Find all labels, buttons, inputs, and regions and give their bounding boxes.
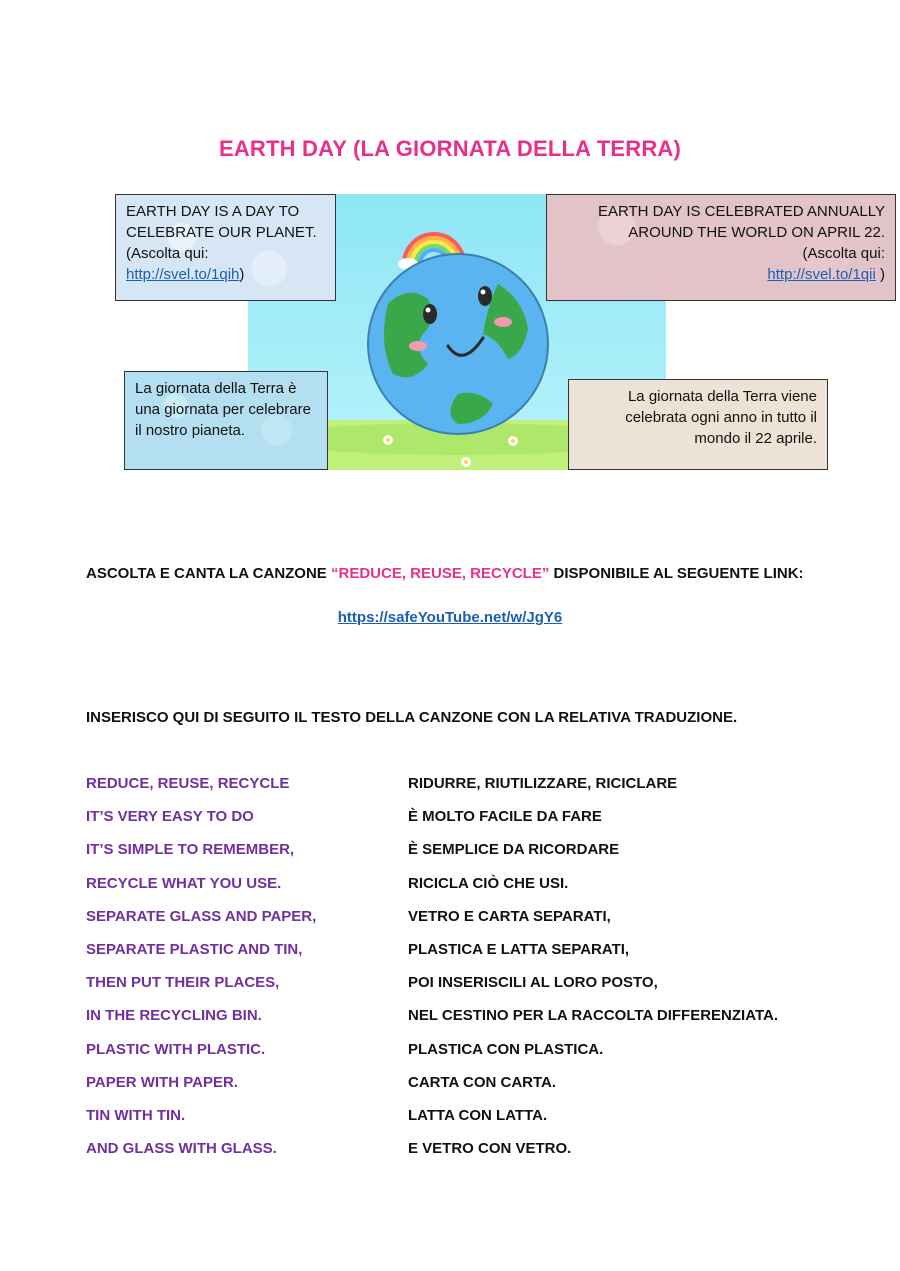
lyric-english: THEN PUT THEIR PLACES,: [86, 974, 280, 992]
lyric-row: [86, 808, 886, 841]
lyric-english: SEPARATE GLASS AND PAPER,: [86, 907, 317, 925]
lyric-italian: È MOLTO FACILE DA FARE: [408, 808, 602, 826]
listen-label: (Ascolta qui:: [802, 245, 885, 262]
lyric-row: [86, 1074, 886, 1107]
info-box-april-22-en: [546, 194, 896, 301]
lyric-row: [86, 841, 886, 874]
lyric-italian: NEL CESTINO PER LA RACCOLTA DIFFERENZIATA.: [408, 1007, 778, 1025]
lyric-english: TIN WITH TIN.: [86, 1106, 186, 1124]
lyric-english: IT’S VERY EASY TO DO: [86, 808, 254, 826]
lyric-italian: PLASTICA CON PLASTICA.: [408, 1040, 604, 1058]
lyric-row: [86, 1140, 886, 1173]
box-text: EARTH DAY IS CELEBRATED ANNUALLY AROUND THE WORLD ON APRIL 22.: [597, 203, 885, 241]
lyric-italian: VETRO E CARTA SEPARATI,: [408, 907, 611, 925]
lyric-row: [86, 1107, 886, 1140]
lyric-row: [86, 1007, 886, 1040]
box-text: La giornata della Terra viene celebrata ogni anno in tutto il mondo il 22 aprile.: [625, 388, 817, 447]
lyric-italian: E VETRO CON VETRO.: [408, 1140, 572, 1158]
lyric-row: [86, 775, 886, 808]
info-box-earth-day-en: [115, 194, 336, 301]
info-box-earth-day-it: [124, 371, 328, 470]
intro-text-end: DISPONIBILE AL SEGUENTE LINK:: [549, 565, 804, 582]
page-title: EARTH DAY (LA GIORNATA DELLA TERRA): [218, 136, 682, 161]
song-title: “REDUCE, REUSE, RECYCLE”: [330, 565, 550, 582]
song-intro: [86, 565, 804, 582]
lyric-english: PAPER WITH PAPER.: [86, 1073, 238, 1091]
info-box-april-22-it: [568, 379, 828, 470]
audio-link[interactable]: http://svel.to/1qih: [126, 266, 240, 283]
listen-label: (Ascolta qui:: [126, 245, 209, 262]
lyric-row: [86, 875, 886, 908]
lyric-italian: POI INSERISCILI AL LORO POSTO,: [408, 974, 658, 992]
lyric-italian: È SEMPLICE DA RICORDARE: [408, 841, 620, 859]
lyric-row: [86, 1041, 886, 1074]
lyric-english: REDUCE, REUSE, RECYCLE: [86, 775, 290, 792]
intro-text: ASCOLTA E CANTA LA CANZONE: [86, 565, 331, 582]
paren-close: ): [239, 266, 245, 283]
box-text: EARTH DAY IS A DAY TO CELEBRATE OUR PLANET.: [126, 203, 317, 241]
box-text: La giornata della Terra è una giornata per celebrare il nostro pianeta.: [135, 380, 311, 439]
paren-close: ): [875, 266, 885, 283]
lyric-italian: CARTA CON CARTA.: [408, 1073, 557, 1091]
lyric-italian: RIDURRE, RIUTILIZZARE, RICICLARE: [408, 775, 678, 792]
lyric-row: [86, 908, 886, 941]
lyric-english: IN THE RECYCLING BIN.: [86, 1007, 262, 1025]
lyric-english: SEPARATE PLASTIC AND TIN,: [86, 940, 303, 958]
lyric-english: PLASTIC WITH PLASTIC.: [86, 1040, 266, 1058]
lyrics-table: [86, 775, 886, 1173]
lyric-row: [86, 941, 886, 974]
youtube-link[interactable]: https://safeYouTube.net/w/JgY6: [337, 609, 563, 626]
lyric-english: AND GLASS WITH GLASS.: [86, 1140, 277, 1158]
lyrics-note: INSERISCO QUI DI SEGUITO IL TESTO DELLA CANZONE CON LA RELATIVA TRADUZIONE.: [86, 709, 738, 726]
lyric-english: RECYCLE WHAT YOU USE.: [86, 874, 282, 892]
lyric-row: [86, 974, 886, 1007]
audio-link[interactable]: http://svel.to/1qii: [767, 266, 876, 283]
lyric-italian: RICICLA CIÒ CHE USI.: [408, 874, 569, 892]
lyric-italian: LATTA CON LATTA.: [408, 1106, 548, 1124]
lyric-italian: PLASTICA E LATTA SEPARATI,: [408, 940, 630, 958]
lyric-english: IT’S SIMPLE TO REMEMBER,: [86, 841, 295, 859]
